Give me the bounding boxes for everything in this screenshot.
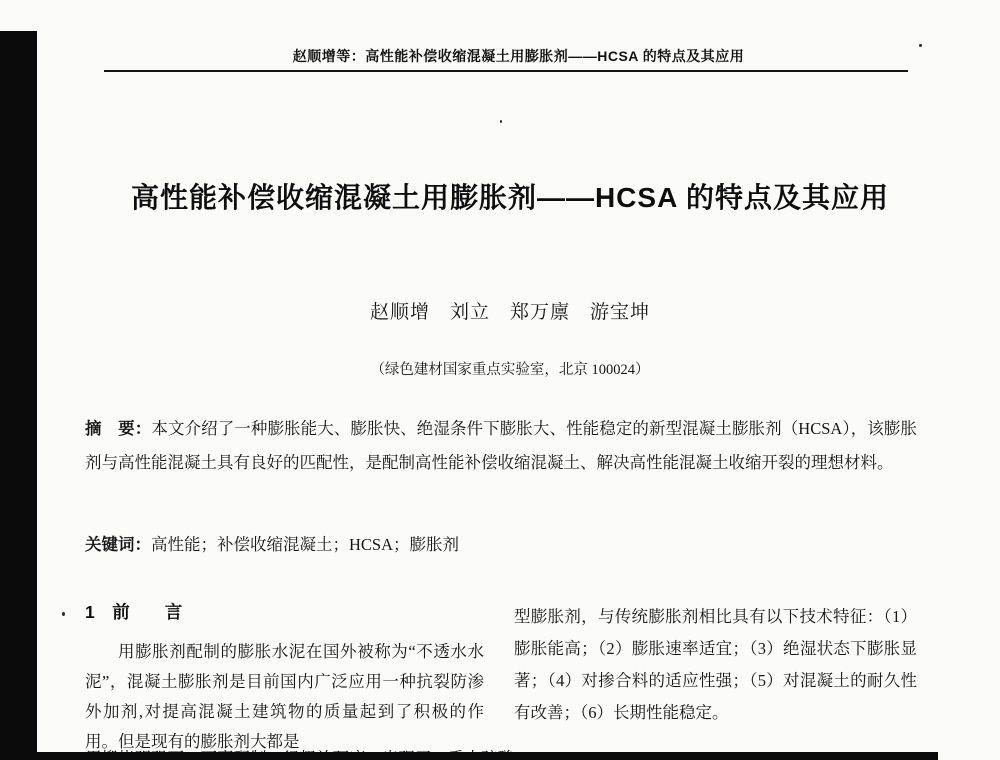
right-column [514,601,917,729]
section-heading-intro: 1 前 言 [85,602,183,622]
keywords-text: 高性能；补偿收缩混凝土；HCSA；膨胀剂 [151,535,460,554]
authors-line: 赵顺增 刘立 郑万廪 游宝坤 [369,302,650,323]
scan-edge-left [0,31,37,760]
left-column [85,601,484,757]
keywords-label: 关键词： [85,536,151,554]
intro-paragraph-right: 型膨胀剂，与传统膨胀剂相比具有以下技术特征：（1）膨胀能高；（2）膨胀速率适宜；（3）绝湿状态下膨胀显著；（4）对掺合料的适应性强；（5）对混凝土的耐久性有改善；（6）长期性能稳定。 [514,607,917,722]
scan-artifact-dot [62,612,65,616]
header-rule [104,70,908,72]
scan-artifact-dot [500,120,502,123]
intro-paragraph-left: 用膨胀剂配制的膨胀水泥在国外被称为“不透水水泥”，混凝土膨胀剂是目前国内广泛应用一种抗裂防渗外加剂,对提高混凝土建筑物的质量起到了积极的作用。但是现有的膨胀剂大都是 [85,642,484,751]
scan-artifact-dot [919,44,922,47]
abstract-text: 本文介绍了一种膨胀能大、膨胀快、绝湿条件下膨胀大、性能稳定的新型混凝土膨胀剂（HCSA），该膨胀剂与高性能混凝土具有良好的匹配性，是配制高性能补偿收缩混凝土、解决高性能混凝土收缩开裂的理想材料。 [85,419,918,472]
abstract-paragraph [85,412,917,479]
scan-edge-bottom [0,752,938,760]
running-header: 赵顺增等：高性能补偿收缩混凝土用膨胀剂——HCSA 的特点及其应用 [292,48,745,64]
affiliation-line: （绿色建材国家重点实验室，北京 100024） [370,362,650,378]
paper-title: 高性能补偿收缩混凝土用膨胀剂——HCSA 的特点及其应用 [130,182,890,213]
keywords-paragraph [85,531,917,555]
abstract-label: 摘 要： [85,420,152,438]
